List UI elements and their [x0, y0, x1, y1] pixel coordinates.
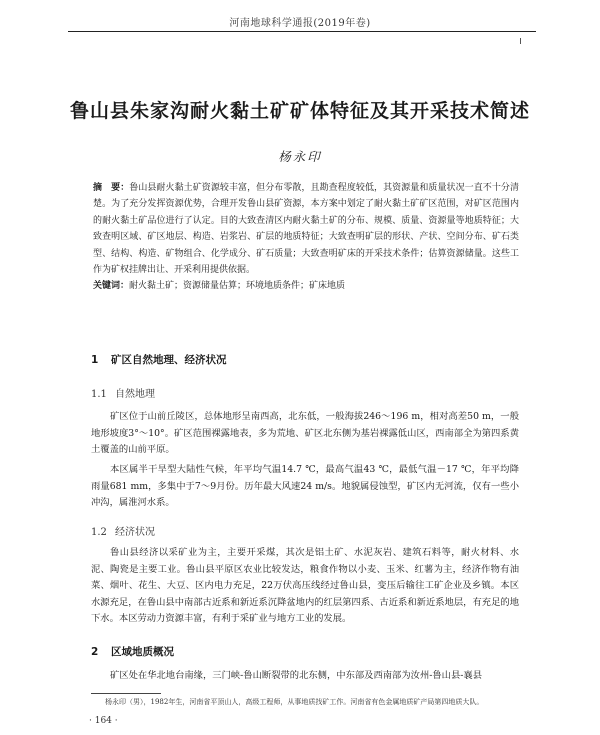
keywords-text: 耐火黏土矿；资源储量估算；环境地质条件；矿床地质 — [129, 281, 346, 292]
section-title: 矿区自然地理、经济状况 — [111, 354, 227, 366]
subsection-number: 1.2 — [91, 527, 107, 538]
paper-title: 鲁山县朱家沟耐火黏土矿矿体特征及其开采技术简述 — [69, 100, 530, 122]
keywords-label: 关键词： — [93, 281, 130, 292]
header-rule — [68, 31, 536, 32]
abstract-text: 鲁山县耐火黏土矿资源较丰富，但分布零散，且勘查程度较低，其资源量和质量状况一直不十分清楚。为了充分发挥资源优势，合理开发鲁山县矿资源，本方案中划定了耐火黏土矿矿区范围，对矿区范围内的耐火黏土矿品位进行了认定。目的大致查清区内耐火黏土矿的分布、规模、质量、资源量等地质特征；大致查明区域、矿区地层、构造、岩浆岩、矿层的地质特征；大致查明矿层的形状、产状、空间分布、矿石类型、结构、构造、矿物组合、化学成分、矿石质量；大致查明矿床的开采技术条件；估算资源储量。这些工作为矿权挂牌出让、开采利用提供依据。 — [93, 183, 519, 276]
paragraph: 本区属半干旱型大陆性气候，年平均气温14.7 ℃，最高气温43 ℃，最低气温－17 ℃，年平均降雨量681 mm，多集中于7～9月份。历年最大风速24 m/s。地貌属侵蚀型，矿区内无河流，仅有一些小冲沟，属淮河水系。 — [91, 464, 519, 509]
section-heading-2 — [91, 644, 174, 659]
paragraph: 鲁山县经济以采矿业为主，主要开采煤，其次是铝土矿、水泥灰岩、建筑石料等，耐火材料、水泥、陶瓷是主要工业。鲁山县平原区农业比较发达，粮食作物以小麦、玉米、红薯为主，经济作物有油菜、烟叶、花生、大豆、区内电力充足，22万伏高压线经过鲁山县，变压后输往工矿企业及乡镇。本区水源充足，在鲁山县中南部古近系和新近系沉降盆地内的红层第四系、古近系和新近系地层，有充足的地下水。本区劳动力资源丰富，有利于采矿业与地方工业的发展。 — [91, 547, 519, 625]
section-number: 1 — [91, 354, 99, 366]
running-header: 河南地球科学通报(2019年卷) — [229, 18, 371, 29]
abstract — [93, 180, 519, 295]
paragraph: 矿区位于山前丘陵区，总体地形呈南西高，北东低，一般海拔246～196 m，相对高差50 m，一般地形坡度3°～10°。矿区范围裸露地表，多为荒地、矿区北东侧为基岩裸露低山区，西南部全为第四系黄土覆盖的山前平原。 — [91, 411, 519, 456]
section-heading-1 — [91, 352, 227, 367]
footnote-rule — [91, 693, 161, 694]
scan-mark — [520, 38, 525, 44]
abstract-label: 摘 要： — [93, 183, 130, 193]
paragraph: 矿区处在华北地台南缘，三门峡-鲁山断裂带的北东侧，中东部及西南部为汝州-鲁山县-襄县 — [110, 670, 483, 681]
subsection-number: 1.1 — [91, 389, 107, 400]
section-title: 区域地质概况 — [111, 646, 174, 658]
subsection-heading-1-2 — [91, 523, 155, 538]
author: 杨永印 — [278, 149, 322, 164]
keywords — [93, 278, 519, 294]
footnote: 杨永印（男），1982年生，河南省平顶山人，高级工程师，从事地质找矿工作。河南省有色金属地质矿产局第四地质大队。 — [105, 698, 484, 706]
subsection-heading-1-1 — [91, 385, 155, 400]
section-number: 2 — [91, 646, 99, 658]
page-number: · 164 · — [89, 716, 118, 726]
subsection-title: 经济状况 — [115, 527, 155, 538]
subsection-title: 自然地理 — [115, 389, 155, 400]
